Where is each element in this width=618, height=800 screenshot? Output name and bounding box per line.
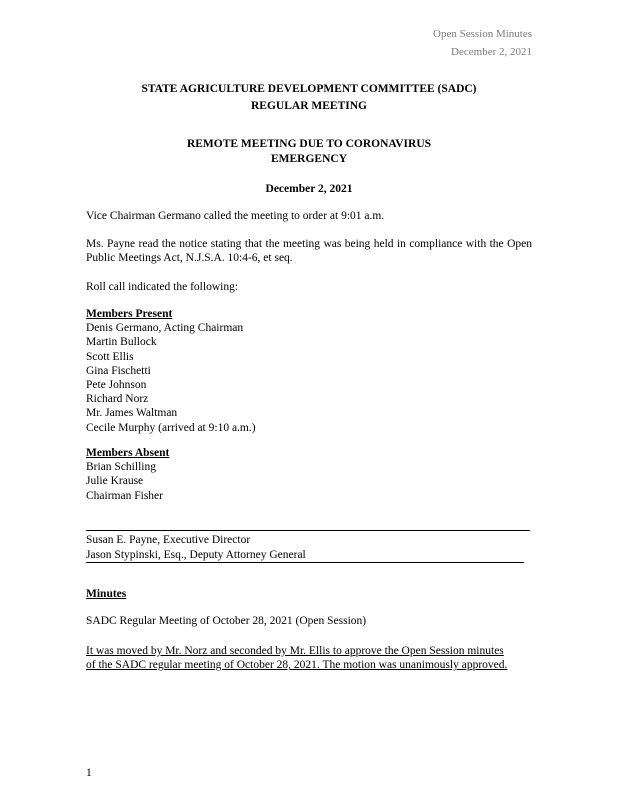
minutes-heading: Minutes <box>86 588 127 600</box>
member-absent-item: Brian Schilling <box>86 461 156 474</box>
member-absent-item: Julie Krause <box>86 475 144 488</box>
members-absent-heading: Members Absent <box>86 447 170 459</box>
running-header-title: Open Session Minutes <box>433 28 532 40</box>
remote-meeting-title-cont: EMERGENCY <box>270 153 348 165</box>
member-present-item: Martin Bullock <box>86 336 157 349</box>
page-number: 1 <box>86 767 92 779</box>
members-absent-section <box>86 446 532 503</box>
minutes-item: SADC Regular Meeting of October 28, 2021 (Open Session) <box>86 615 367 627</box>
meeting-type: REGULAR MEETING <box>251 100 367 112</box>
meeting-date: December 2, 2021 <box>265 183 353 195</box>
staff-bottom-rule <box>86 562 524 563</box>
notice-text: Ms. Payne read the notice stating that the meeting was being held in compliance with the Open Public Meetings Act, N.J.S.A. 10:4-6, et seq. <box>86 238 532 265</box>
member-present-item: Cecile Murphy (arrived at 9:10 a.m.) <box>86 421 256 434</box>
motion-line: of the SADC regular meeting of October 28, 2021. The motion was unanimously approved. <box>86 659 508 672</box>
call-to-order-text: Vice Chairman Germano called the meeting to order at 9:01 a.m. <box>86 210 385 222</box>
staff-executive-director: Susan E. Payne, Executive Director <box>86 534 251 546</box>
member-present-item: Denis Germano, Acting Chairman <box>86 322 244 335</box>
staff-top-rule <box>86 530 530 531</box>
member-present-item: Gina Fischetti <box>86 364 151 377</box>
staff-deputy-attorney-general: Jason Stypinski, Esq., Deputy Attorney General <box>86 549 306 561</box>
running-header-date: December 2, 2021 <box>451 46 532 58</box>
remote-meeting-title: REMOTE MEETING DUE TO CORONAVIRUS <box>186 138 432 150</box>
committee-title: STATE AGRICULTURE DEVELOPMENT COMMITTEE (SADC) <box>141 83 477 95</box>
member-absent-item: Chairman Fisher <box>86 489 163 502</box>
member-present-item: Mr. James Waltman <box>86 407 178 420</box>
member-present-item: Scott Ellis <box>86 350 134 363</box>
member-present-item: Pete Johnson <box>86 379 147 392</box>
roll-call-text: Roll call indicated the following: <box>86 281 239 293</box>
minutes-motion <box>86 644 532 672</box>
member-present-item: Richard Norz <box>86 393 149 406</box>
members-present-heading: Members Present <box>86 308 173 320</box>
motion-line: It was moved by Mr. Norz and seconded by Mr. Ellis to approve the Open Session minutes <box>86 645 504 657</box>
members-present-section <box>86 307 532 435</box>
